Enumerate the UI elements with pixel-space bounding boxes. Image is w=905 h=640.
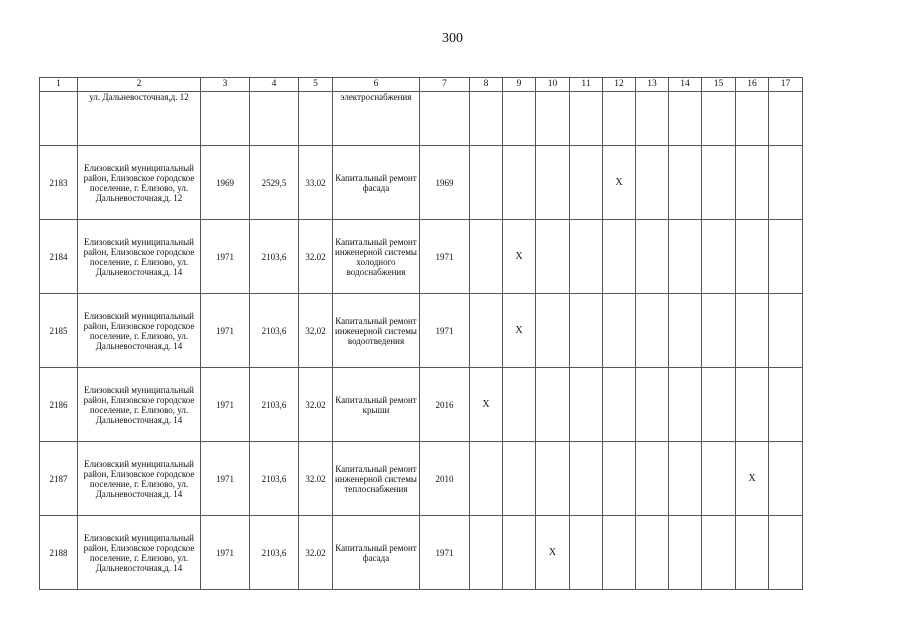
year-last-cell: 1971 <box>420 294 470 368</box>
year-built-cell: 1971 <box>201 220 250 294</box>
empty-cell <box>669 92 702 146</box>
empty-cell <box>702 516 736 590</box>
column-header: 11 <box>570 78 603 92</box>
mark-cell: X <box>736 442 769 516</box>
empty-cell <box>669 442 702 516</box>
table-row <box>40 146 803 220</box>
empty-cell <box>702 92 736 146</box>
table-row <box>40 516 803 590</box>
year-built-cell: 1969 <box>201 146 250 220</box>
empty-cell <box>570 92 603 146</box>
code-cell: 32.02 <box>299 442 333 516</box>
empty-cell <box>570 146 603 220</box>
empty-cell <box>769 92 803 146</box>
table-row <box>40 92 803 146</box>
address-cell: Елизовский муниципальный район, Елизовское городское поселение, г. Елизово, ул. Дальневосточная,д. 14 <box>78 294 201 368</box>
empty-cell <box>570 368 603 442</box>
code-cell: 33.02 <box>299 146 333 220</box>
empty-cell <box>669 220 702 294</box>
column-header: 6 <box>333 78 420 92</box>
empty-cell <box>470 220 503 294</box>
code-cell: 32.02 <box>299 368 333 442</box>
empty-cell <box>603 294 636 368</box>
work-type-cell: электроснабжения <box>333 92 420 146</box>
column-header: 15 <box>702 78 736 92</box>
table-row <box>40 368 803 442</box>
mark-cell: X <box>603 146 636 220</box>
row-number-cell: 2187 <box>40 442 78 516</box>
code-cell: 32.02 <box>299 220 333 294</box>
table-row <box>40 442 803 516</box>
area-cell: 2103,6 <box>250 516 299 590</box>
row-number-cell: 2185 <box>40 294 78 368</box>
area-cell: 2103,6 <box>250 294 299 368</box>
empty-cell <box>636 368 669 442</box>
empty-cell <box>536 92 570 146</box>
address-cell: Елизовский муниципальный район, Елизовское городское поселение, г. Елизово, ул. Дальневосточная,д. 14 <box>78 368 201 442</box>
address-cell: Елизовский муниципальный район, Елизовское городское поселение, г. Елизово, ул. Дальневосточная,д. 14 <box>78 516 201 590</box>
empty-cell <box>570 220 603 294</box>
empty-cell <box>636 146 669 220</box>
empty-cell <box>702 146 736 220</box>
column-header: 14 <box>669 78 702 92</box>
year-built-cell: 1971 <box>201 516 250 590</box>
column-header: 13 <box>636 78 669 92</box>
header-row <box>40 78 803 92</box>
empty-cell <box>669 294 702 368</box>
empty-cell <box>636 516 669 590</box>
column-header: 16 <box>736 78 769 92</box>
column-header: 5 <box>299 78 333 92</box>
empty-cell <box>570 442 603 516</box>
address-cell: Елизовский муниципальный район, Елизовское городское поселение, г. Елизово, ул. Дальневосточная,д. 14 <box>78 220 201 294</box>
area-cell: 2529,5 <box>250 146 299 220</box>
empty-cell <box>536 294 570 368</box>
area-cell: 2103,6 <box>250 442 299 516</box>
empty-cell <box>636 294 669 368</box>
column-header: 1 <box>40 78 78 92</box>
empty-cell <box>470 294 503 368</box>
table-row <box>40 294 803 368</box>
empty-cell <box>503 516 536 590</box>
empty-cell <box>769 294 803 368</box>
empty-cell <box>536 368 570 442</box>
mark-cell: X <box>503 294 536 368</box>
empty-cell <box>736 146 769 220</box>
empty-cell <box>736 294 769 368</box>
empty-cell <box>536 442 570 516</box>
mark-cell: X <box>536 516 570 590</box>
empty-cell <box>503 368 536 442</box>
year-built-cell: 1971 <box>201 294 250 368</box>
empty-cell <box>603 220 636 294</box>
empty-cell <box>603 368 636 442</box>
empty-cell <box>769 220 803 294</box>
empty-cell <box>470 92 503 146</box>
year-built-cell: 1971 <box>201 442 250 516</box>
year-built-cell <box>201 92 250 146</box>
empty-cell <box>636 92 669 146</box>
year-last-cell: 2010 <box>420 442 470 516</box>
code-cell <box>299 92 333 146</box>
empty-cell <box>636 442 669 516</box>
empty-cell <box>669 146 702 220</box>
column-header: 12 <box>603 78 636 92</box>
empty-cell <box>736 368 769 442</box>
column-header: 17 <box>769 78 803 92</box>
empty-cell <box>570 294 603 368</box>
work-type-cell: Капитальный ремонт фасада <box>333 516 420 590</box>
mark-cell: X <box>470 368 503 442</box>
column-header: 3 <box>201 78 250 92</box>
work-type-cell: Капитальный ремонт инженерной системы водоотведения <box>333 294 420 368</box>
year-last-cell <box>420 92 470 146</box>
column-header: 2 <box>78 78 201 92</box>
empty-cell <box>536 220 570 294</box>
column-header: 10 <box>536 78 570 92</box>
row-number-cell: 2186 <box>40 368 78 442</box>
empty-cell <box>702 220 736 294</box>
empty-cell <box>669 368 702 442</box>
area-cell: 2103,6 <box>250 220 299 294</box>
registry-table <box>39 77 803 590</box>
empty-cell <box>470 442 503 516</box>
page-number: 300 <box>442 31 463 46</box>
table-row <box>40 220 803 294</box>
empty-cell <box>669 516 702 590</box>
empty-cell <box>736 92 769 146</box>
work-type-cell: Капитальный ремонт крыши <box>333 368 420 442</box>
year-last-cell: 2016 <box>420 368 470 442</box>
empty-cell <box>736 220 769 294</box>
code-cell: 32.02 <box>299 294 333 368</box>
work-type-cell: Капитальный ремонт инженерной системы холодного водоснабжения <box>333 220 420 294</box>
column-header: 4 <box>250 78 299 92</box>
address-cell: ул. Дальневосточная,д. 12 <box>78 92 201 146</box>
work-type-cell: Капитальный ремонт фасада <box>333 146 420 220</box>
empty-cell <box>702 294 736 368</box>
address-cell: Елизовский муниципальный район, Елизовское городское поселение, г. Елизово, ул. Дальневосточная,д. 14 <box>78 442 201 516</box>
address-cell: Елизовский муниципальный район, Елизовское городское поселение, г. Елизово, ул. Дальневосточная,д. 12 <box>78 146 201 220</box>
work-type-cell: Капитальный ремонт инженерной системы теплоснабжения <box>333 442 420 516</box>
empty-cell <box>736 516 769 590</box>
column-header: 8 <box>470 78 503 92</box>
row-number-cell <box>40 92 78 146</box>
area-cell: 2103,6 <box>250 368 299 442</box>
empty-cell <box>603 516 636 590</box>
empty-cell <box>503 146 536 220</box>
year-built-cell: 1971 <box>201 368 250 442</box>
code-cell: 32.02 <box>299 516 333 590</box>
year-last-cell: 1969 <box>420 146 470 220</box>
empty-cell <box>570 516 603 590</box>
empty-cell <box>603 442 636 516</box>
empty-cell <box>636 220 669 294</box>
empty-cell <box>503 92 536 146</box>
column-header: 9 <box>503 78 536 92</box>
empty-cell <box>470 516 503 590</box>
year-last-cell: 1971 <box>420 220 470 294</box>
empty-cell <box>769 146 803 220</box>
row-number-cell: 2184 <box>40 220 78 294</box>
row-number-cell: 2188 <box>40 516 78 590</box>
empty-cell <box>769 442 803 516</box>
empty-cell <box>769 516 803 590</box>
empty-cell <box>470 146 503 220</box>
row-number-cell: 2183 <box>40 146 78 220</box>
table-body <box>40 92 803 590</box>
empty-cell <box>503 442 536 516</box>
year-last-cell: 1971 <box>420 516 470 590</box>
area-cell <box>250 92 299 146</box>
empty-cell <box>702 442 736 516</box>
mark-cell: X <box>503 220 536 294</box>
empty-cell <box>536 146 570 220</box>
empty-cell <box>769 368 803 442</box>
column-header: 7 <box>420 78 470 92</box>
empty-cell <box>702 368 736 442</box>
empty-cell <box>603 92 636 146</box>
